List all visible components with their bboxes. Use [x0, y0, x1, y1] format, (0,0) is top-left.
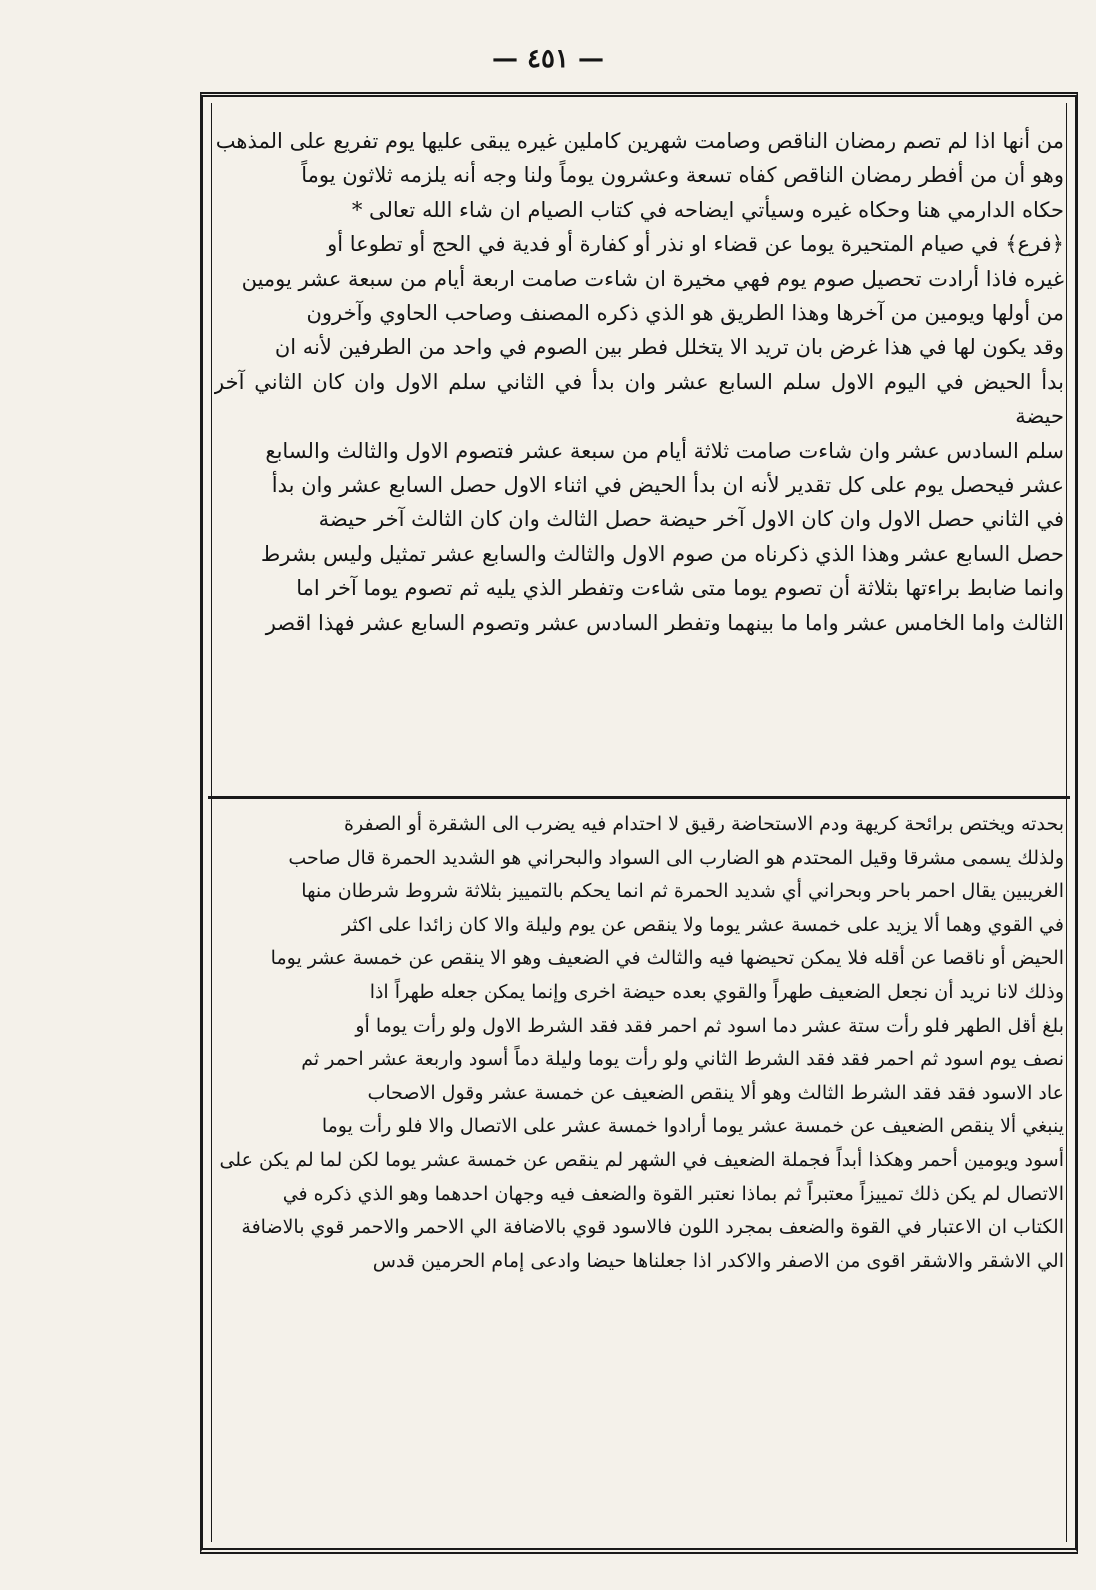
main-text-line: الثالث واما الخامس عشر واما ما بينهما وتفطر السادس عشر وتصوم السابع عشر فهذا اقصر: [265, 610, 1064, 635]
commentary-line: في القوي وهما ألا يزيد على خمسة عشر يوما ولا ينقص عن يوم وليلة والا كان زائدا على اكثر: [341, 913, 1064, 936]
main-text-line: عشر فيحصل يوم على كل تقدير لأنه ان بدأ الحيض في اثناء الاول حصل السابع عشر وان بدأ: [271, 473, 1064, 498]
commentary-line: الحيض أو ناقصا عن أقله فلا يمكن تحيضها فيه والثالث في الضعيف وهو الا ينقص عن خمسة عشر يوما: [270, 947, 1064, 970]
commentary-line: بلغ أقل الطهر فلو رأت ستة عشر دما اسود ثم احمر فقد فقد الشرط الاول ولو رأت يوما أو: [355, 1014, 1064, 1037]
main-text-line: سلم السادس عشر وان شاءت صامت ثلاثة أيام من سبعة عشر فتصوم الاول والثالث والسابع: [265, 438, 1064, 463]
commentary-line: وذلك لانا نريد أن نجعل الضعيف طهراً والقوي بعده حيضة اخرى وإنما يمكن جعله طهراً اذا: [369, 980, 1064, 1003]
page-number: — ٤٥١ —: [491, 44, 605, 74]
main-text-line: وقد يكون لها في هذا غرض بان تريد الا يتخلل فطر بين الصوم في واحد من الطرفين لأنه ان: [274, 335, 1064, 360]
main-text-block: [214, 124, 1064, 784]
section-divider: [208, 796, 1070, 799]
main-text-line: من أنها اذا لم تصم رمضان الناقص وصامت شهرين كاملين غيره يبقى عليها يوم تفريع على المذهب: [215, 129, 1064, 153]
commentary-line: الكتاب ان الاعتبار في القوة والضعف بمجرد اللون فالاسود قوي بالاضافة الي الاحمر والاحمر قوي بالاضافة: [241, 1216, 1064, 1239]
main-text-line: ﴿فرع﴾ في صيام المتحيرة يوما عن قضاء او نذر أو كفارة أو فدية في الحج أو تطوعا أو: [327, 232, 1064, 257]
commentary-line: الغريبين يقال احمر باحر وبحراني أي شديد الحمرة ثم انما يحكم بالتمييز بثلاثة شروط شرطان منها: [301, 880, 1064, 903]
commentary-line: ينبغي ألا ينقص الضعيف عن خمسة عشر يوما أرادوا خمسة عشر على الاتصال والا فلو رأت يوما: [321, 1115, 1064, 1138]
commentary-line: الاتصال لم يكن ذلك تمييزاً معتبراً ثم بماذا نعتبر القوة والضعف فيه وجهان احدهما وهو الذي ذكره في: [282, 1182, 1064, 1205]
commentary-line: أسود ويومين أحمر وهكذا أبداً فجملة الضعيف في الشهر لم ينقص عن خمسة عشر يوما لكن لما لم يكن على: [219, 1148, 1064, 1171]
main-text-line: غيره فاذا أرادت تحصيل صوم يوم فهي مخيرة ان شاءت صامت اربعة أيام من سبعة عشر يومين: [241, 266, 1064, 291]
main-text-line: وهو أن من أفطر رمضان الناقص كفاه تسعة وعشرون يوماً ولنا وجه أنه يلزمه ثلاثون يوماً: [301, 163, 1064, 188]
commentary-line: بحدته ويختص برائحة كريهة ودم الاستحاضة رقيق لا احتدام فيه يضرب الى الشقرة أو الصفرة: [344, 813, 1064, 835]
main-text-line: حكاه الدارمي هنا وحكاه غيره وسيأتي ايضاحه في كتاب الصيام ان شاء الله تعالى *: [351, 197, 1064, 222]
commentary-line: نصف يوم اسود ثم احمر فقد فقد الشرط الثاني ولو رأت يوما وليلة دماً أسود واربعة عشر احمر ثم: [301, 1048, 1064, 1071]
main-text-line: في الثاني حصل الاول وان كان الاول آخر حيضة حصل الثالث وان كان الثالث آخر حيضة: [318, 507, 1064, 532]
commentary-line: ولذلك يسمى مشرقا وقيل المحتدم هو الضارب الى السواد والبحراني هو الشديد الحمرة قال صاحب: [288, 846, 1064, 869]
main-text-line: بدأ الحيض في اليوم الاول سلم السابع عشر وان بدأ في الثاني سلم الاول وان كان الثاني آخر حيضة: [214, 369, 1064, 429]
commentary-text-block: [214, 808, 1064, 1548]
commentary-line: الي الاشقر والاشقر اقوى من الاصفر والاكدر اذا جعلناها حيضا وادعى إمام الحرمين قدس: [372, 1249, 1064, 1272]
main-text-line: حصل السابع عشر وهذا الذي ذكرناه من صوم الاول والثالث والسابع عشر تمثيل وليس بشرط: [260, 541, 1064, 566]
main-text-line: من أولها ويومين من آخرها وهذا الطريق هو الذي ذكره المصنف وصاحب الحاوي وآخرون: [306, 301, 1064, 326]
commentary-line: عاد الاسود فقد فقد الشرط الثالث وهو ألا ينقص الضعيف عن خمسة عشر وقول الاصحاب: [367, 1081, 1064, 1104]
main-text-line: وانما ضابط براءتها بثلاثة أن تصوم يوما متى شاءت وتفطر الذي يليه ثم تصوم يوما آخر اما: [296, 576, 1064, 601]
